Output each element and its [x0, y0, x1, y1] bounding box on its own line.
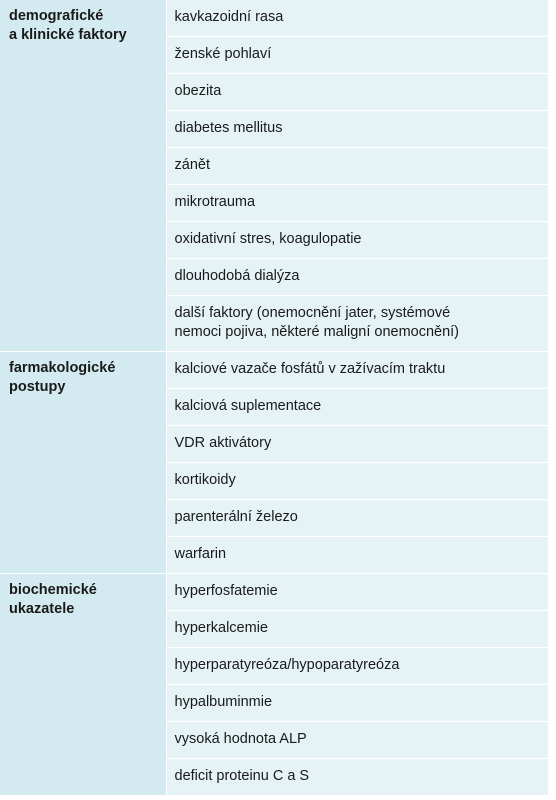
- group-label-line: a klinické faktory: [9, 27, 127, 43]
- table-row: [0, 574, 548, 611]
- list-item: hypalbuminmie: [166, 685, 548, 722]
- list-item: diabetes mellitus: [166, 111, 548, 148]
- list-item-line: nemoci pojiva, některé maligní onemocnění): [174, 324, 460, 340]
- list-item: hyperfosfatemie: [166, 574, 548, 611]
- list-item: warfarin: [166, 537, 548, 574]
- list-item: dlouhodobá dialýza: [166, 259, 548, 296]
- list-item: oxidativní stres, koagulopatie: [166, 222, 548, 259]
- list-item: kalciové vazače fosfátů v zažívacím traktu: [166, 352, 548, 389]
- list-item: [166, 296, 548, 352]
- list-item: kavkazoidní rasa: [166, 0, 548, 37]
- group-label-line: ukazatele: [9, 601, 75, 617]
- list-item: kalciová suplementace: [166, 389, 548, 426]
- table-row: [0, 352, 548, 389]
- group-label-line: postupy: [9, 379, 66, 395]
- group-label-line: farmakologické: [9, 360, 116, 376]
- list-item: ženské pohlaví: [166, 37, 548, 74]
- list-item: obezita: [166, 74, 548, 111]
- list-item: mikrotrauma: [166, 185, 548, 222]
- list-item-line: další faktory (onemocnění jater, systémové: [174, 305, 451, 321]
- table-row: [0, 0, 548, 37]
- list-item: hyperkalcemie: [166, 611, 548, 648]
- list-item: hyperparatyreóza/hypoparatyreóza: [166, 648, 548, 685]
- group-label-demographic-clinical: [0, 0, 166, 352]
- group-label-biochemical: [0, 574, 166, 796]
- group-label-line: demografické: [9, 8, 104, 24]
- group-label-pharmacological: [0, 352, 166, 574]
- list-item: parenterální železo: [166, 500, 548, 537]
- list-item: VDR aktivátory: [166, 426, 548, 463]
- list-item: vysoká hodnota ALP: [166, 722, 548, 759]
- list-item: kortikoidy: [166, 463, 548, 500]
- list-item: deficit proteinu C a S: [166, 759, 548, 796]
- list-item: zánět: [166, 148, 548, 185]
- group-label-line: biochemické: [9, 582, 97, 598]
